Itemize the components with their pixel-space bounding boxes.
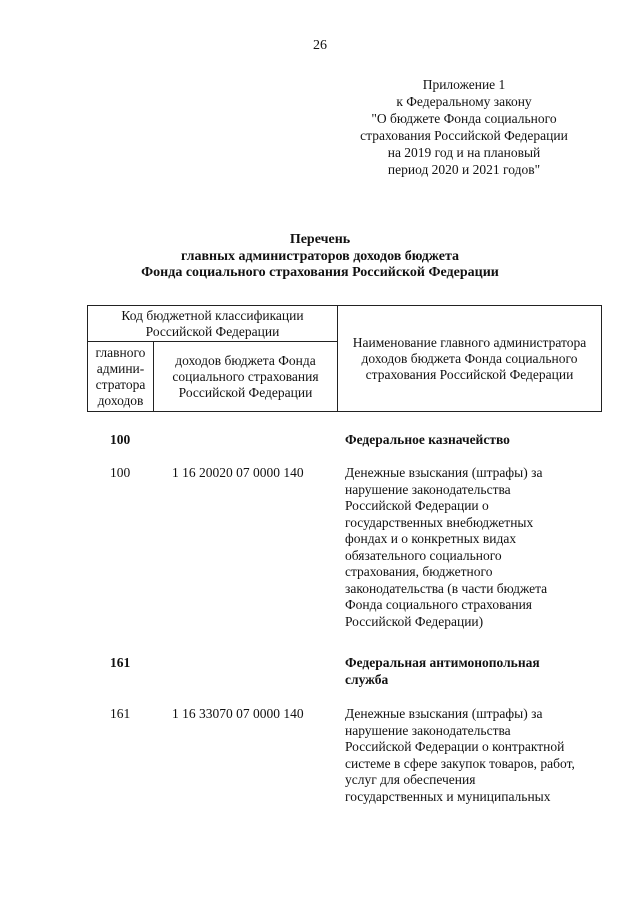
page-number: 26 xyxy=(313,38,327,53)
administrator-name: Федеральная антимонопольная служба xyxy=(345,655,540,687)
admin-code: 100 xyxy=(110,465,131,480)
administrator-name: Денежные взыскания (штрафы) за нарушение законодательства Российской Федерации о государственных внебюджетных фондах и о конкретных видах обязательного социального страхования, бюджетного законодательства (в части бюджета Фонда социального страхования Российской Федерации) xyxy=(345,465,548,629)
income-column-header: доходов бюджета Фонда социального страхования Российской Федерации xyxy=(154,342,338,412)
document-title xyxy=(0,232,640,282)
appendix-line: страхования Российской Федерации xyxy=(360,128,568,143)
title-line: главных администраторов доходов бюджета xyxy=(180,248,460,264)
title-line: Фонда социального страхования Российской Федерации xyxy=(141,265,499,280)
appendix-line: на 2019 год и на плановый xyxy=(387,145,541,160)
admin-code: 100 xyxy=(110,432,131,447)
admin-code: 161 xyxy=(110,706,131,721)
budget-code: 1 16 33070 07 0000 140 xyxy=(172,706,304,721)
appendix-block xyxy=(330,76,598,178)
budget-code: 1 16 20020 07 0000 140 xyxy=(172,465,304,480)
administrator-name: Денежные взыскания (штрафы) за нарушение законодательства Российской Федерации о контрактной системе в сфере закупок товаров, работ, услуг для обеспечения государственных и муниципальных xyxy=(345,706,575,804)
code-group-header: Код бюджетной классификации Российской Федерации xyxy=(88,306,338,342)
header-table xyxy=(87,305,602,412)
administrator-name: Федеральное казначейство xyxy=(345,432,510,447)
appendix-line: "О бюджете Фонда социального xyxy=(371,111,557,126)
appendix-line: период 2020 и 2021 годов" xyxy=(387,162,541,177)
admin-code: 161 xyxy=(110,655,131,670)
name-column-header: Наименование главного администратора доходов бюджета Фонда социального страхования Российской Федерации xyxy=(338,306,602,412)
admin-column-header: главного админи-стратора доходов xyxy=(88,342,154,412)
appendix-line: к Федеральному закону xyxy=(396,94,532,109)
appendix-line: Приложение 1 xyxy=(422,77,506,92)
title-line: Перечень xyxy=(289,232,351,247)
